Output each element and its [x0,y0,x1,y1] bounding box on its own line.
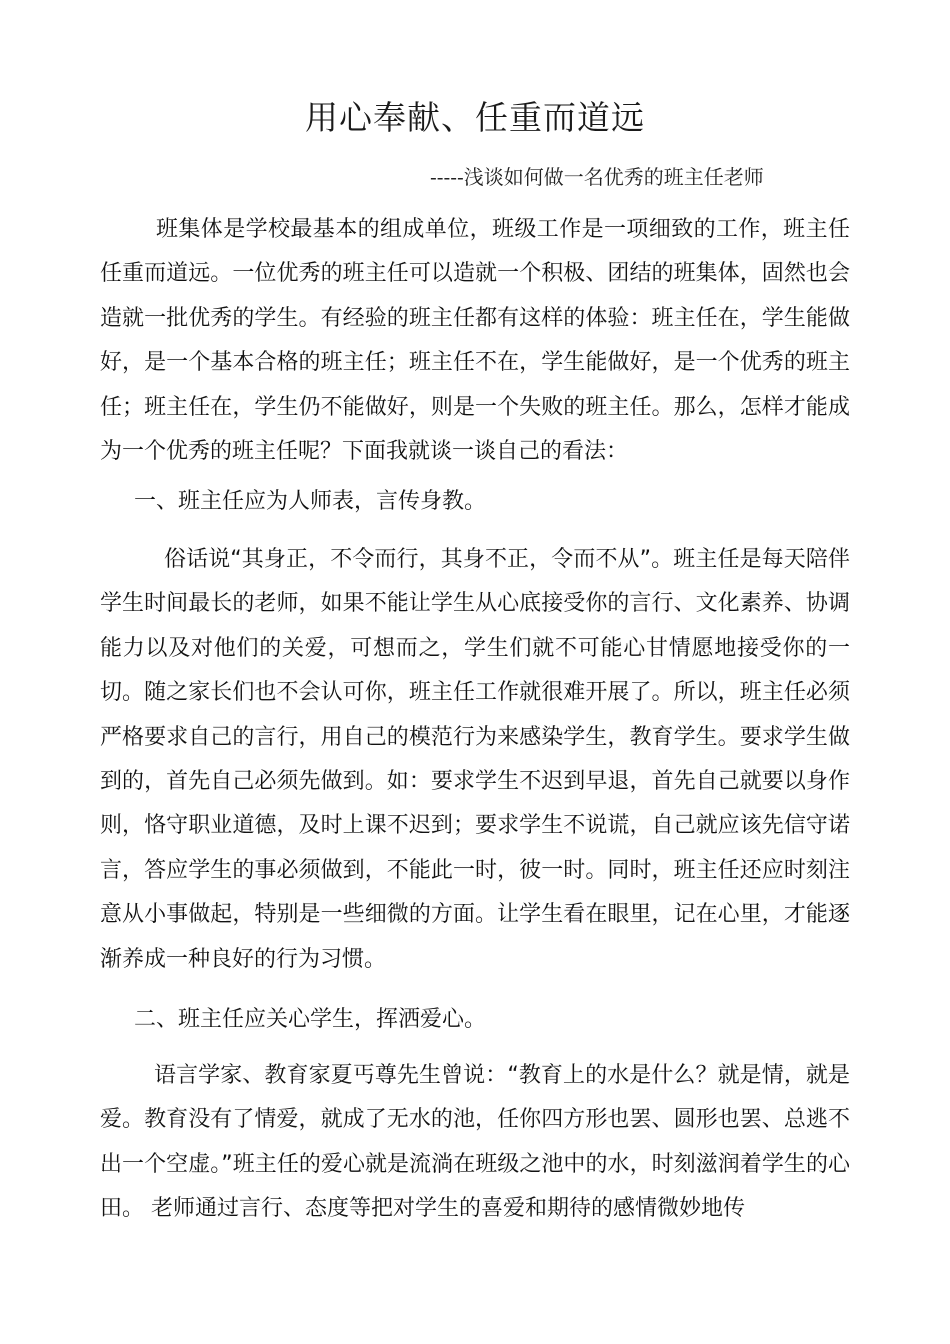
section-1-heading: 一、班主任应为人师表，言传身教。 [134,489,487,514]
section-2-heading: 二、班主任应关心学生，挥洒爱心。 [134,1007,487,1032]
section-2-paragraph: 语言学家、教育家夏丐尊先生曾说：“教育上的水是什么？就是情，就是爱。教育没有了情爱，就成了无水的池，任你四方形也罢、圆形也罢、总逃不出一个空虚。”班主任的爱心就是流淌在班级之池中的水，时刻滋润着学生的心田。 老师通过言行、态度等把对学生的喜爱和期待的感情微妙地传 [100,1063,850,1222]
intro-paragraph: 班集体是学校最基本的组成单位，班级工作是一项细致的工作，班主任任重而道远。一位优秀的班主任可以造就一个积极、团结的班集体，固然也会造就一批优秀的学生。有经验的班主任都有这样的体验：班主任在，学生能做好，是一个基本合格的班主任；班主任不在，学生能做好，是一个优秀的班主任；班主任在，学生仍不能做好，则是一个失败的班主任。那么，怎样才能成为一个优秀的班主任呢？下面我就谈一谈自己的看法： [100,217,850,465]
section-1-paragraph: 俗话说“其身正，不令而行，其身不正，令而不从”。班主任是每天陪伴学生时间最长的老师，如果不能让学生从心底接受你的言行、文化素养、协调能力以及对他们的关爱，可想而之，学生们就不可能心甘情愿地接受你的一切。随之家长们也不会认可你，班主任工作就很难开展了。所以，班主任必须严格要求自己的言行，用自己的模范行为来感染学生，教育学生。要求学生做到的，首先自己必须先做到。如：要求学生不迟到早退，首先自己就要以身作则，恪守职业道德，及时上课不迟到；要求学生不说谎，自己就应该先信守诺言，答应学生的事必须做到，不能此一时，彼一时。同时，班主任还应时刻注意从小事做起，特别是一些细微的方面。让学生看在眼里，记在心里，才能逐渐养成一种良好的行为习惯。 [100,547,850,972]
document-subtitle: -----浅谈如何做一名优秀的班主任老师 [430,165,764,189]
document-title: 用心奉献、任重而道远 [305,98,645,137]
